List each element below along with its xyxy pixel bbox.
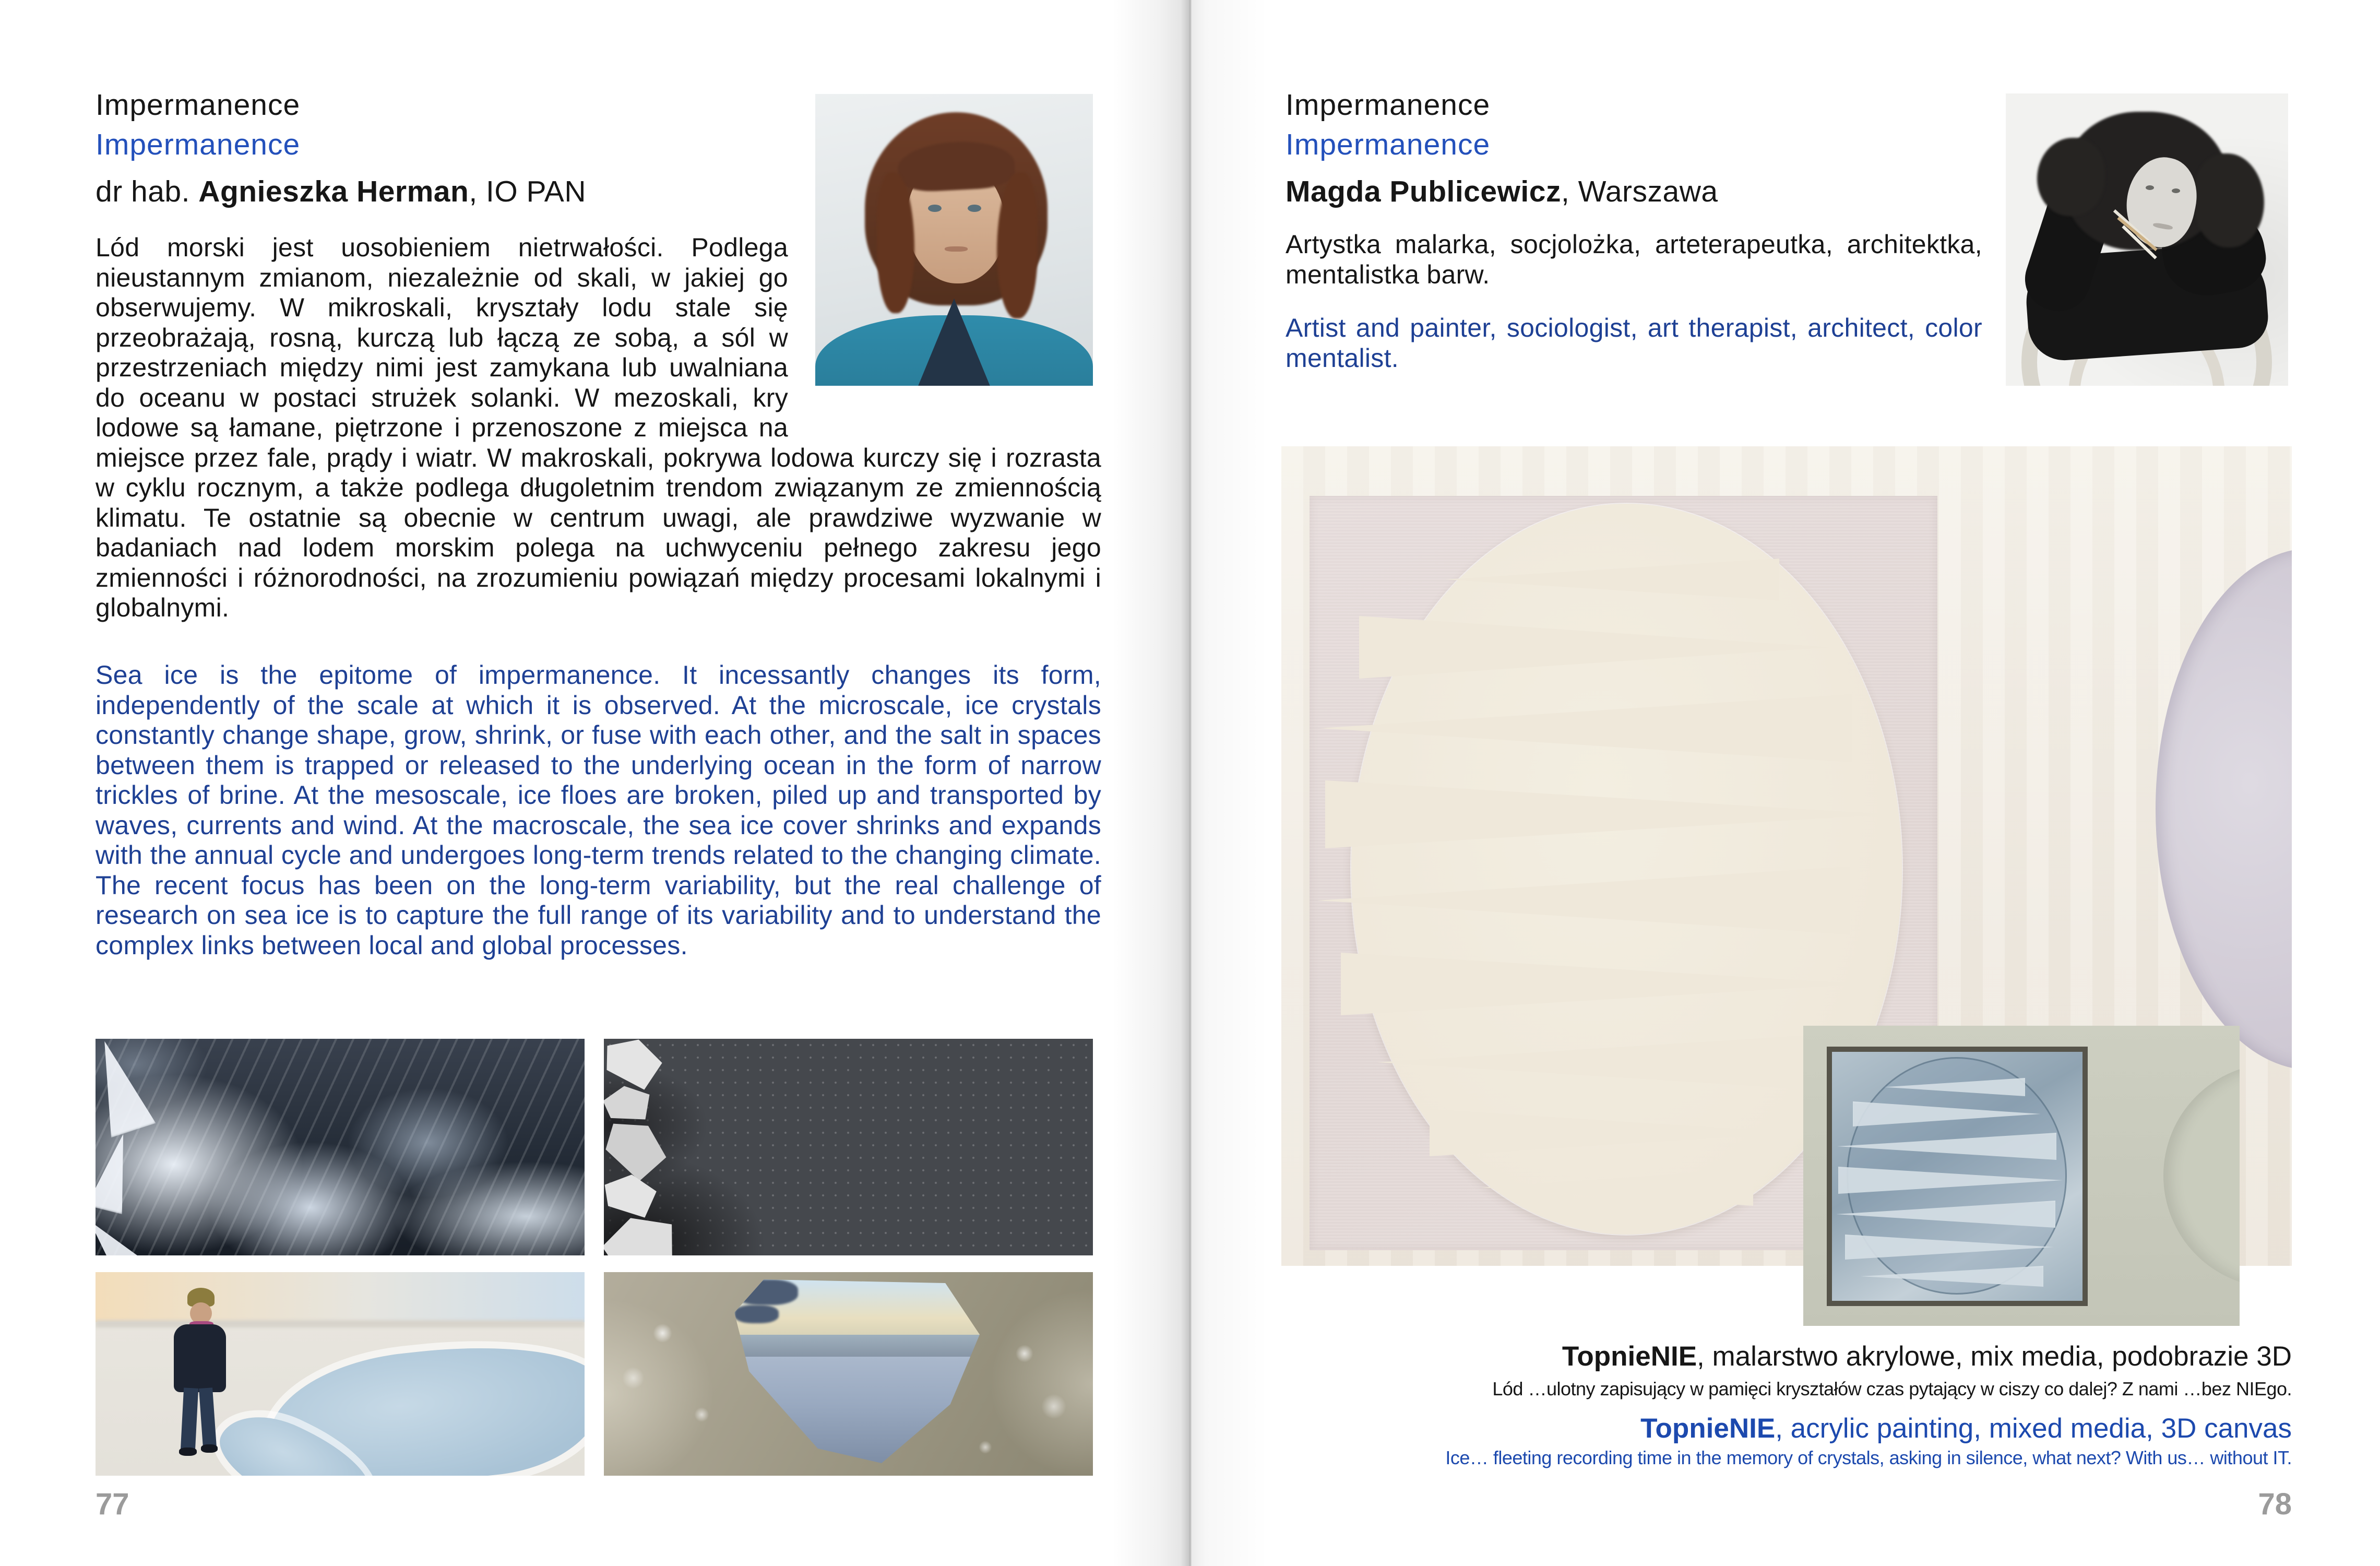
left-paragraph-english-block <box>96 660 1101 960</box>
figure-boot <box>179 1448 197 1456</box>
right-page-number: 78 <box>2258 1487 2292 1521</box>
figure-leg <box>199 1387 217 1448</box>
left-byline <box>96 174 586 209</box>
caption-polish <box>1200 1340 2292 1372</box>
left-paragraph-polish-block <box>96 233 1101 623</box>
figure-jacket <box>174 1324 226 1392</box>
second-artwork-partial-circle <box>2156 548 2292 1070</box>
artwork-inset-photo-blue <box>1803 1026 2240 1326</box>
floe-shape <box>604 1110 675 1187</box>
left-eye <box>2146 185 2154 190</box>
artist-name: Magda Publicewicz <box>1286 175 1561 208</box>
right-bio-polish-block <box>1286 230 1982 290</box>
photo-ice-hole-view <box>604 1272 1093 1476</box>
inset-partial-circle <box>2163 1063 2240 1288</box>
left-paragraph-english: Sea ice is the epitome of impermanence. It incessantly changes its form, independently of the scale at which it is observed. At the microscale, ice crystals constantly change shape, grow, shrink, or fuse with each other, and the salt in spaces between them is trapped or released to the underlying ocean in the form of narrow trickles of brine. At the mesoscale, ice floes are broken, piled up and transported by waves, currents and wind. At the macroscale, the sea ice cover shrinks and expands with the annual cycle and undergoes long-term trends related to the changing climate. The recent focus has been on the long-term variability, but the real challenge of research on sea ice is to capture the full range of its variability and to understand the complex links between local and global processes. <box>96 660 1101 960</box>
left-paragraph-polish: Lód morski jest uosobieniem nietrwałości. Podlega nieustannym zmianom, niezależnie od skali, w jakiej go obserwujemy. W mikroskali, kryształy lodu stale się przeobrażają, rosną, kurczą lub łączą ze sobą, a sól w przestrzeniach między nimi jest zamykana lub uwalniana do oceanu w postaci strużek solanki. W mezoskali, kry lodowe są łamane, piętrzone i przenoszone z miejsca na miejsce przez fale, prądy i wiatr. W makroskali, pokrywa lodowa kurczy się i rozrasta w cyklu rocznym, a także podlega długoletnim trendom związanym ze zmiennością klimatu. Te ostatnie są obecnie w centrum uwagi, ale prawdziwe wyzwanie w badaniach nad lodem morskim polega na uchwyceniu pełnego zakresu jego zmienności i różnorodności, na zrozumieniu powiązań między procesami lokalnymi i globalnymi. <box>96 233 1101 622</box>
right-eye <box>968 205 981 212</box>
hummock-shape <box>734 1305 779 1323</box>
right-byline <box>1286 174 1718 209</box>
right-bio-polish: Artystka malarka, socjolożka, arteterapeutka, architektka, mentalistka barw. <box>1286 230 1982 289</box>
caption-sub-english: Ice… fleeting recording time in the memory of crystals, asking in silence, what next? With us… without IT. <box>1445 1447 2292 1468</box>
hair-curl-left <box>2037 138 2105 216</box>
caption-title-pl: TopnieNIE <box>1562 1341 1697 1372</box>
floe-shape <box>604 1082 653 1126</box>
floe-shape <box>604 1172 658 1218</box>
caption-rest-en: , acrylic painting, mixed media, 3D canvas <box>1775 1413 2292 1444</box>
left-eye <box>928 205 942 212</box>
right-title-polish: Impermanence <box>1286 88 1491 122</box>
right-bio-english: Artist and painter, sociologist, art therapist, architect, color mentalist. <box>1286 313 1982 373</box>
window-snowfield <box>734 1357 980 1463</box>
caption-title-en: TopnieNIE <box>1640 1413 1776 1444</box>
caption-english <box>1200 1413 2292 1444</box>
caption-sub-polish: Lód …ulotny zapisujący w pamięci kryształów czas pytający w ciszy co dalej? Z nami …bez NIEgo. <box>1492 1378 2292 1399</box>
author-name: Agnieszka Herman <box>198 175 469 208</box>
right-title-english: Impermanence <box>1286 128 1491 161</box>
right-bio-english-block <box>1286 313 1982 373</box>
byline-prefix: dr hab. <box>96 175 199 208</box>
left-page-number: 77 <box>96 1487 129 1521</box>
crystal-shape <box>96 1207 159 1255</box>
window-haze <box>734 1335 980 1357</box>
figure-leg <box>181 1387 198 1451</box>
byline-suffix: , IO PAN <box>469 175 586 208</box>
hummock-shape <box>734 1279 798 1305</box>
sky-shape <box>96 1272 585 1322</box>
photo-ice-crystals <box>96 1039 585 1255</box>
photo-ice-floes-aerial <box>604 1039 1093 1255</box>
framed-painting <box>1827 1047 2088 1306</box>
left-title-polish: Impermanence <box>96 88 301 122</box>
hair-curl-right <box>2194 153 2264 247</box>
ice-hole-window <box>734 1279 980 1463</box>
crystal-shape <box>96 1130 141 1214</box>
right-eye <box>2172 188 2180 193</box>
portrait-wrap-spacer <box>788 233 1101 416</box>
floe-shape <box>604 1039 667 1093</box>
crystal-shape <box>96 1039 156 1138</box>
portrait-magda-publicewicz-photo <box>2006 93 2288 386</box>
byline-suffix: , Warszawa <box>1561 175 1718 208</box>
book-fold-gutter <box>1112 0 1268 1566</box>
caption-rest-pl: , malarstwo akrylowe, mix media, podobrazie 3D <box>1697 1341 2292 1372</box>
figure-boot <box>201 1444 218 1453</box>
left-title-english: Impermanence <box>96 128 301 161</box>
photo-person-on-sea-ice <box>96 1272 585 1476</box>
horizon-shape <box>96 1320 585 1327</box>
